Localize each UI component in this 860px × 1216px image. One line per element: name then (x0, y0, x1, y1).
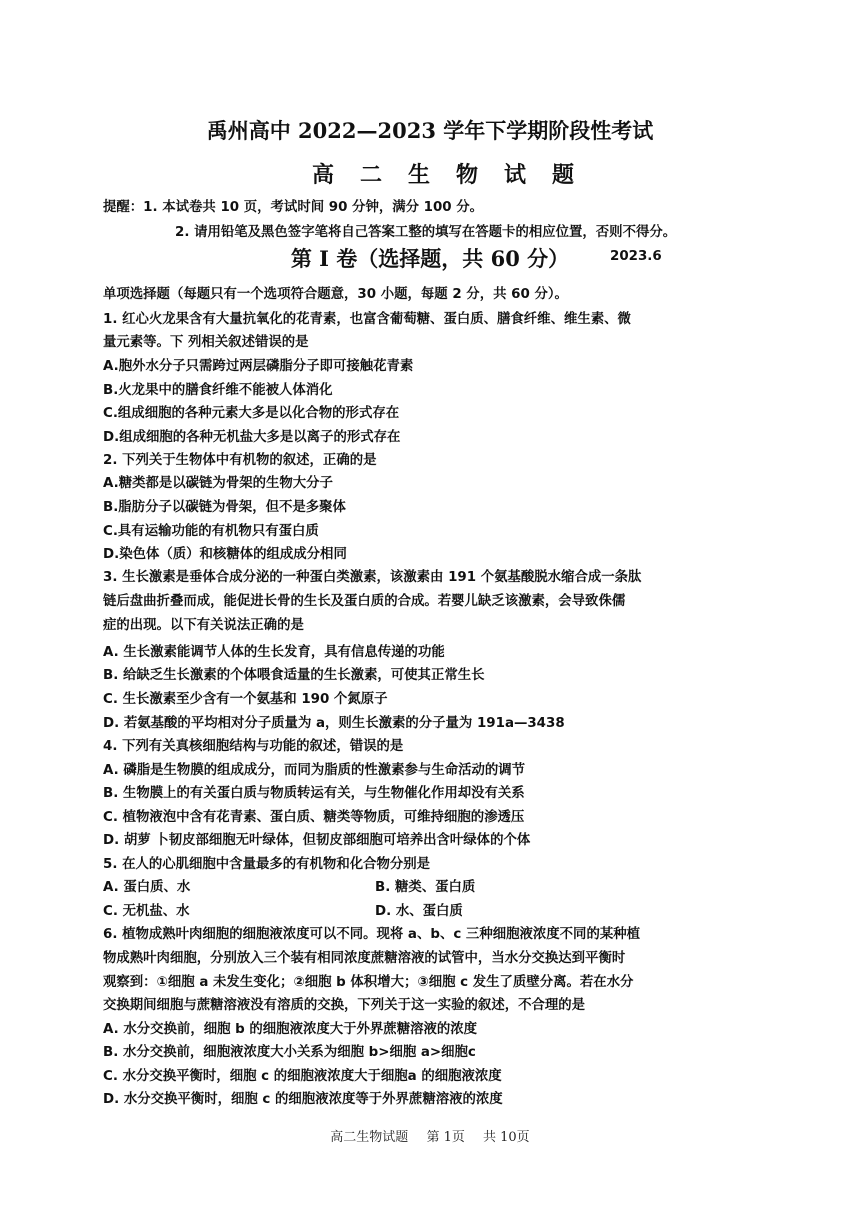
question-4-stem: 4. 下列有关真核细胞结构与功能的叙述，错误的是 (103, 739, 404, 754)
question-3-stem-cont-1: 链后盘曲折叠而成，能促进长骨的生长及蛋白质的合成。若婴儿缺乏该激素，会导致侏儒 (103, 594, 626, 609)
question-3-stem: 3. 生长激素是垂体合成分泌的一种蛋白类激素，该激素由 191 个氨基酸脱水缩合成一条肽 (103, 570, 642, 585)
subject-title: 高二生物试题 (311, 162, 600, 188)
question-5-option-d: D. 水、蛋白质 (375, 904, 463, 919)
question-6-stem-cont-1: 物成熟叶肉细胞，分别放入三个装有相同浓度蔗糖溶液的试管中，当水分交换达到平衡时 (103, 951, 626, 966)
question-1-option-b: B.火龙果中的膳食纤维不能被人体消化 (103, 383, 333, 398)
question-2-stem: 2. 下列关于生物体中有机物的叙述，正确的是 (103, 453, 377, 468)
notice-line-2: 2. 请用铅笔及黑色签字笔将自己答案工整的填写在答题卡的相应位置，否则不得分。 (175, 225, 677, 240)
question-6-option-a: A. 水分交换前，细胞 b 的细胞液浓度大于外界蔗糖溶液的浓度 (103, 1022, 478, 1037)
question-4-option-c: C. 植物液泡中含有花青素、蛋白质、糖类等物质，可维持细胞的渗透压 (103, 810, 525, 825)
question-6-stem-cont-3: 交换期间细胞与蔗糖溶液没有溶质的交换，下列关于这一实验的叙述，不合理的是 (103, 998, 586, 1013)
footer-subject: 高二生物试题 (330, 1130, 409, 1145)
question-3-option-d: D. 若氨基酸的平均相对分子质量为 a，则生长激素的分子量为 191a—3438 (103, 716, 565, 731)
question-6-option-d: D. 水分交换平衡时，细胞 c 的细胞液浓度等于外界蔗糖溶液的浓度 (103, 1092, 503, 1107)
question-4-option-b: B. 生物膜上的有关蛋白质与物质转运有关，与生物催化作用却没有关系 (103, 786, 525, 801)
question-2-option-c: C.具有运输功能的有机物只有蛋白质 (103, 524, 319, 539)
question-2-option-b: B.脂肪分子以碳链为骨架，但不是多聚体 (103, 500, 346, 515)
footer-page-number: 第 1页 (426, 1130, 465, 1145)
question-5-option-b: B. 糖类、蛋白质 (375, 880, 476, 895)
section-instructions: 单项选择题（每题只有一个选项符合题意，30 小题，每题 2 分，共 60 分）。 (103, 287, 568, 302)
question-6-stem: 6. 植物成熟叶肉细胞的细胞液浓度可以不同。现将 a、b、c 三种细胞液浓度不同的某种植 (103, 927, 641, 942)
question-1-option-a: A.胞外水分子只需跨过两层磷脂分子即可接触花青素 (103, 359, 414, 374)
page-footer (0, 1126, 860, 1145)
question-3-option-b: B. 给缺乏生长激素的个体喂食适量的生长激素，可使其正常生长 (103, 668, 485, 683)
question-3-option-a: A. 生长激素能调节人体的生长发育，具有信息传递的功能 (103, 645, 445, 660)
question-6-option-b: B. 水分交换前，细胞液浓度大小关系为细胞 b>细胞 a>细胞c (103, 1045, 476, 1060)
question-3-option-c: C. 生长激素至少含有一个氨基和 190 个氮原子 (103, 692, 388, 707)
question-5-option-c: C. 无机盐、水 (103, 904, 190, 919)
question-4-option-a: A. 磷脂是生物膜的组成成分，而同为脂质的性激素参与生命活动的调节 (103, 763, 526, 778)
question-1-option-c: C.组成细胞的各种元素大多是以化合物的形式存在 (103, 406, 400, 421)
question-6-stem-cont-2: 观察到：①细胞 a 未发生变化；②细胞 b 体积增大；③细胞 c 发生了质壁分离。若在水分 (103, 975, 634, 990)
footer-total-pages: 共 10页 (483, 1130, 530, 1145)
notice-line-1: 提醒：1. 本试卷共 10 页，考试时间 90 分钟，满分 100 分。 (103, 200, 484, 215)
question-1-stem: 1. 红心火龙果含有大量抗氧化的花青素，也富含葡萄糖、蛋白质、膳食纤维、维生素、微 (103, 312, 631, 327)
school-exam-title: 禹州高中 2022—2023 学年下学期阶段性考试 (206, 118, 654, 143)
question-1-option-d: D.组成细胞的各种无机盐大多是以离子的形式存在 (103, 430, 401, 445)
question-5-option-a: A. 蛋白质、水 (103, 880, 191, 895)
question-2-option-d: D.染色体（质）和核糖体的组成成分相同 (103, 547, 347, 562)
exam-date: 2023.6 (610, 249, 662, 264)
question-2-option-a: A.糖类都是以碳链为骨架的生物大分子 (103, 476, 333, 491)
question-5-stem: 5. 在人的心肌细胞中含量最多的有机物和化合物分别是 (103, 857, 431, 872)
question-4-option-d: D. 胡萝 卜韧皮部细胞无叶绿体，但韧皮部细胞可培养出含叶绿体的个体 (103, 833, 531, 848)
question-6-option-c: C. 水分交换平衡时，细胞 c 的细胞液浓度大于细胞a 的细胞液浓度 (103, 1069, 502, 1084)
question-1-stem-cont: 量元素等。下 列相关叙述错误的是 (103, 335, 309, 350)
section-title: 第 I 卷（选择题，共 60 分） (290, 246, 570, 271)
question-3-stem-cont-2: 症的出现。以下有关说法正确的是 (103, 618, 304, 633)
